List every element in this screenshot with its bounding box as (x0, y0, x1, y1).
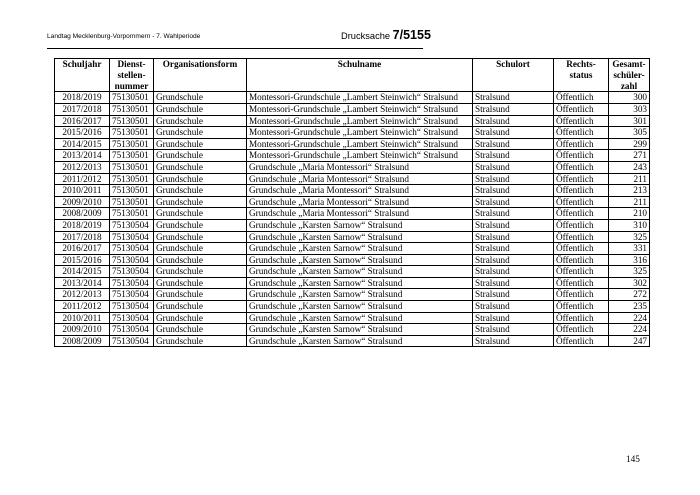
column-header-line: Schulname (337, 59, 382, 69)
cell-dienststellennummer: 75130501 (110, 173, 154, 185)
cell-dienststellennummer: 75130501 (110, 115, 154, 127)
column-header-line: stellen- (117, 69, 146, 80)
cell-rechtsstatus: Öffentlich (554, 335, 609, 347)
cell-organisationsform: Grundschule (154, 103, 247, 115)
cell-schulort: Stralsund (473, 219, 554, 231)
cell-schulname: Grundschule „Maria Montessori“ Stralsund (247, 208, 473, 220)
cell-schuljahr: 2008/2009 (55, 208, 110, 220)
cell-organisationsform: Grundschule (154, 161, 247, 173)
cell-gesamtschuelerzahl: 301 (609, 115, 650, 127)
cell-schulname: Grundschule „Maria Montessori“ Stralsund (247, 196, 473, 208)
cell-schulname: Grundschule „Karsten Sarnow“ Stralsund (247, 231, 473, 243)
cell-schuljahr: 2009/2010 (55, 324, 110, 336)
cell-schuljahr: 2008/2009 (55, 335, 110, 347)
cell-rechtsstatus: Öffentlich (554, 243, 609, 255)
table-row (55, 127, 650, 139)
cell-dienststellennummer: 75130504 (110, 243, 154, 255)
cell-organisationsform: Grundschule (154, 301, 247, 313)
column-header-line: status (569, 69, 593, 80)
table-row (55, 301, 650, 313)
cell-schulort: Stralsund (473, 138, 554, 150)
cell-rechtsstatus: Öffentlich (554, 161, 609, 173)
cell-schuljahr: 2013/2014 (55, 277, 110, 289)
cell-schulname: Grundschule „Maria Montessori“ Stralsund (247, 185, 473, 197)
table-row (55, 266, 650, 278)
page-number: 145 (626, 455, 640, 465)
header-drucksache (341, 28, 431, 42)
cell-rechtsstatus: Öffentlich (554, 208, 609, 220)
cell-schulname: Grundschule „Karsten Sarnow“ Stralsund (247, 324, 473, 336)
cell-rechtsstatus: Öffentlich (554, 103, 609, 115)
cell-schuljahr: 2010/2011 (55, 312, 110, 324)
cell-schulort: Stralsund (473, 127, 554, 139)
column-header-gesamtschuelerzahl (609, 59, 650, 92)
cell-schulort: Stralsund (473, 266, 554, 278)
cell-gesamtschuelerzahl: 213 (609, 185, 650, 197)
cell-schulname: Montessori-Grundschule „Lambert Steinwich“ Stralsund (247, 92, 473, 104)
table-row (55, 138, 650, 150)
cell-schulort: Stralsund (473, 301, 554, 313)
cell-rechtsstatus: Öffentlich (554, 324, 609, 336)
cell-organisationsform: Grundschule (154, 324, 247, 336)
cell-schuljahr: 2015/2016 (55, 254, 110, 266)
cell-schulname: Grundschule „Maria Montessori“ Stralsund (247, 173, 473, 185)
cell-dienststellennummer: 75130504 (110, 231, 154, 243)
column-header-line: Rechts- (566, 59, 596, 69)
cell-organisationsform: Grundschule (154, 127, 247, 139)
cell-gesamtschuelerzahl: 299 (609, 138, 650, 150)
cell-rechtsstatus: Öffentlich (554, 173, 609, 185)
cell-schuljahr: 2010/2011 (55, 185, 110, 197)
cell-schulort: Stralsund (473, 161, 554, 173)
cell-dienststellennummer: 75130504 (110, 277, 154, 289)
cell-dienststellennummer: 75130501 (110, 161, 154, 173)
cell-gesamtschuelerzahl: 224 (609, 312, 650, 324)
cell-dienststellennummer: 75130501 (110, 92, 154, 104)
cell-schuljahr: 2012/2013 (55, 161, 110, 173)
cell-dienststellennummer: 75130501 (110, 103, 154, 115)
cell-schulort: Stralsund (473, 103, 554, 115)
cell-dienststellennummer: 75130504 (110, 289, 154, 301)
cell-gesamtschuelerzahl: 247 (609, 335, 650, 347)
cell-gesamtschuelerzahl: 211 (609, 196, 650, 208)
cell-dienststellennummer: 75130504 (110, 266, 154, 278)
cell-organisationsform: Grundschule (154, 115, 247, 127)
cell-gesamtschuelerzahl: 310 (609, 219, 650, 231)
cell-schulort: Stralsund (473, 324, 554, 336)
cell-schulort: Stralsund (473, 243, 554, 255)
table-row (55, 92, 650, 104)
cell-schulname: Grundschule „Maria Montessori“ Stralsund (247, 161, 473, 173)
cell-rechtsstatus: Öffentlich (554, 289, 609, 301)
column-header-schulname (247, 59, 473, 92)
cell-gesamtschuelerzahl: 211 (609, 173, 650, 185)
cell-rechtsstatus: Öffentlich (554, 312, 609, 324)
cell-gesamtschuelerzahl: 302 (609, 277, 650, 289)
cell-schuljahr: 2017/2018 (55, 103, 110, 115)
cell-gesamtschuelerzahl: 235 (609, 301, 650, 313)
column-header-line: schüler- (613, 69, 645, 80)
cell-organisationsform: Grundschule (154, 312, 247, 324)
table-row (55, 185, 650, 197)
column-header-line: Dienst- (117, 59, 146, 69)
cell-organisationsform: Grundschule (154, 277, 247, 289)
school-statistics-table (54, 58, 650, 347)
cell-organisationsform: Grundschule (154, 196, 247, 208)
cell-dienststellennummer: 75130504 (110, 312, 154, 324)
cell-schulname: Grundschule „Karsten Sarnow“ Stralsund (247, 254, 473, 266)
cell-schulort: Stralsund (473, 208, 554, 220)
cell-rechtsstatus: Öffentlich (554, 185, 609, 197)
cell-rechtsstatus: Öffentlich (554, 219, 609, 231)
cell-schulort: Stralsund (473, 185, 554, 197)
cell-schulname: Grundschule „Karsten Sarnow“ Stralsund (247, 219, 473, 231)
cell-rechtsstatus: Öffentlich (554, 196, 609, 208)
cell-schuljahr: 2017/2018 (55, 231, 110, 243)
cell-gesamtschuelerzahl: 272 (609, 289, 650, 301)
column-header-line: Gesamt- (612, 59, 646, 69)
drucksache-label: Drucksache (341, 31, 393, 41)
drucksache-number: 7/5155 (392, 28, 431, 42)
cell-schuljahr: 2014/2015 (55, 266, 110, 278)
table-row (55, 196, 650, 208)
cell-schuljahr: 2011/2012 (55, 173, 110, 185)
column-header-line: nummer (114, 80, 149, 91)
cell-schuljahr: 2014/2015 (55, 138, 110, 150)
cell-schulname: Grundschule „Karsten Sarnow“ Stralsund (247, 277, 473, 289)
column-header-line: zahl (620, 80, 638, 91)
cell-rechtsstatus: Öffentlich (554, 92, 609, 104)
cell-schulname: Grundschule „Karsten Sarnow“ Stralsund (247, 243, 473, 255)
cell-gesamtschuelerzahl: 243 (609, 161, 650, 173)
cell-gesamtschuelerzahl: 331 (609, 243, 650, 255)
cell-schulname: Montessori-Grundschule „Lambert Steinwich“ Stralsund (247, 103, 473, 115)
cell-gesamtschuelerzahl: 224 (609, 324, 650, 336)
cell-rechtsstatus: Öffentlich (554, 115, 609, 127)
cell-dienststellennummer: 75130504 (110, 219, 154, 231)
cell-schulort: Stralsund (473, 115, 554, 127)
cell-organisationsform: Grundschule (154, 185, 247, 197)
cell-schulort: Stralsund (473, 289, 554, 301)
table-row (55, 173, 650, 185)
cell-organisationsform: Grundschule (154, 254, 247, 266)
table-row (55, 254, 650, 266)
table-row (55, 219, 650, 231)
cell-schulort: Stralsund (473, 150, 554, 162)
cell-organisationsform: Grundschule (154, 335, 247, 347)
cell-organisationsform: Grundschule (154, 173, 247, 185)
cell-rechtsstatus: Öffentlich (554, 254, 609, 266)
cell-schulort: Stralsund (473, 173, 554, 185)
column-header-dienststellennummer (110, 59, 154, 92)
table-row (55, 208, 650, 220)
table-row (55, 103, 650, 115)
column-header-line: Schuljahr (62, 59, 102, 69)
table-row (55, 115, 650, 127)
cell-schulname: Grundschule „Karsten Sarnow“ Stralsund (247, 335, 473, 347)
cell-schulname: Montessori-Grundschule „Lambert Steinwich“ Stralsund (247, 115, 473, 127)
cell-gesamtschuelerzahl: 305 (609, 127, 650, 139)
cell-schuljahr: 2009/2010 (55, 196, 110, 208)
header-rule (47, 48, 423, 49)
cell-rechtsstatus: Öffentlich (554, 138, 609, 150)
cell-organisationsform: Grundschule (154, 92, 247, 104)
cell-dienststellennummer: 75130501 (110, 127, 154, 139)
cell-schulname: Montessori-Grundschule „Lambert Steinwich“ Stralsund (247, 150, 473, 162)
cell-dienststellennummer: 75130501 (110, 138, 154, 150)
cell-rechtsstatus: Öffentlich (554, 301, 609, 313)
cell-schuljahr: 2011/2012 (55, 301, 110, 313)
table-row (55, 324, 650, 336)
cell-gesamtschuelerzahl: 325 (609, 231, 650, 243)
cell-schulname: Montessori-Grundschule „Lambert Steinwich“ Stralsund (247, 127, 473, 139)
cell-schuljahr: 2012/2013 (55, 289, 110, 301)
cell-gesamtschuelerzahl: 316 (609, 254, 650, 266)
cell-gesamtschuelerzahl: 303 (609, 103, 650, 115)
cell-organisationsform: Grundschule (154, 243, 247, 255)
cell-schuljahr: 2013/2014 (55, 150, 110, 162)
cell-schulname: Grundschule „Karsten Sarnow“ Stralsund (247, 289, 473, 301)
table-header-row (55, 59, 650, 92)
cell-schulort: Stralsund (473, 92, 554, 104)
column-header-schulort (473, 59, 554, 92)
table-row (55, 243, 650, 255)
cell-schulname: Grundschule „Karsten Sarnow“ Stralsund (247, 312, 473, 324)
table-row (55, 150, 650, 162)
cell-schulname: Grundschule „Karsten Sarnow“ Stralsund (247, 301, 473, 313)
column-header-line: Organisationsform (162, 59, 238, 69)
cell-schuljahr: 2016/2017 (55, 115, 110, 127)
table-row (55, 231, 650, 243)
cell-dienststellennummer: 75130504 (110, 324, 154, 336)
cell-schulort: Stralsund (473, 312, 554, 324)
cell-dienststellennummer: 75130501 (110, 185, 154, 197)
cell-dienststellennummer: 75130501 (110, 150, 154, 162)
table-row (55, 289, 650, 301)
column-header-rechtsstatus (554, 59, 609, 92)
cell-gesamtschuelerzahl: 271 (609, 150, 650, 162)
cell-schuljahr: 2018/2019 (55, 92, 110, 104)
table-row (55, 277, 650, 289)
cell-gesamtschuelerzahl: 210 (609, 208, 650, 220)
cell-dienststellennummer: 75130504 (110, 254, 154, 266)
cell-schuljahr: 2015/2016 (55, 127, 110, 139)
cell-organisationsform: Grundschule (154, 219, 247, 231)
cell-rechtsstatus: Öffentlich (554, 231, 609, 243)
table-row (55, 161, 650, 173)
cell-rechtsstatus: Öffentlich (554, 277, 609, 289)
cell-schulort: Stralsund (473, 196, 554, 208)
cell-schulname: Grundschule „Karsten Sarnow“ Stralsund (247, 266, 473, 278)
cell-schulort: Stralsund (473, 254, 554, 266)
table-row (55, 335, 650, 347)
cell-schuljahr: 2016/2017 (55, 243, 110, 255)
cell-rechtsstatus: Öffentlich (554, 150, 609, 162)
cell-organisationsform: Grundschule (154, 231, 247, 243)
cell-rechtsstatus: Öffentlich (554, 127, 609, 139)
table-row (55, 312, 650, 324)
cell-organisationsform: Grundschule (154, 208, 247, 220)
cell-organisationsform: Grundschule (154, 150, 247, 162)
cell-dienststellennummer: 75130504 (110, 335, 154, 347)
cell-schuljahr: 2018/2019 (55, 219, 110, 231)
cell-organisationsform: Grundschule (154, 289, 247, 301)
cell-organisationsform: Grundschule (154, 266, 247, 278)
header-parliament-text: Landtag Mecklenburg-Vorpommern - 7. Wahlperiode (47, 33, 201, 40)
column-header-organisationsform (154, 59, 247, 92)
cell-gesamtschuelerzahl: 300 (609, 92, 650, 104)
cell-schulname: Montessori-Grundschule „Lambert Steinwich“ Stralsund (247, 138, 473, 150)
cell-dienststellennummer: 75130501 (110, 196, 154, 208)
column-header-line: Schulort (496, 59, 530, 69)
cell-dienststellennummer: 75130501 (110, 208, 154, 220)
cell-rechtsstatus: Öffentlich (554, 266, 609, 278)
cell-schulort: Stralsund (473, 277, 554, 289)
table-body (55, 92, 650, 347)
column-header-schuljahr (55, 59, 110, 92)
cell-organisationsform: Grundschule (154, 138, 247, 150)
cell-dienststellennummer: 75130504 (110, 301, 154, 313)
cell-gesamtschuelerzahl: 325 (609, 266, 650, 278)
cell-schulort: Stralsund (473, 335, 554, 347)
cell-schulort: Stralsund (473, 231, 554, 243)
